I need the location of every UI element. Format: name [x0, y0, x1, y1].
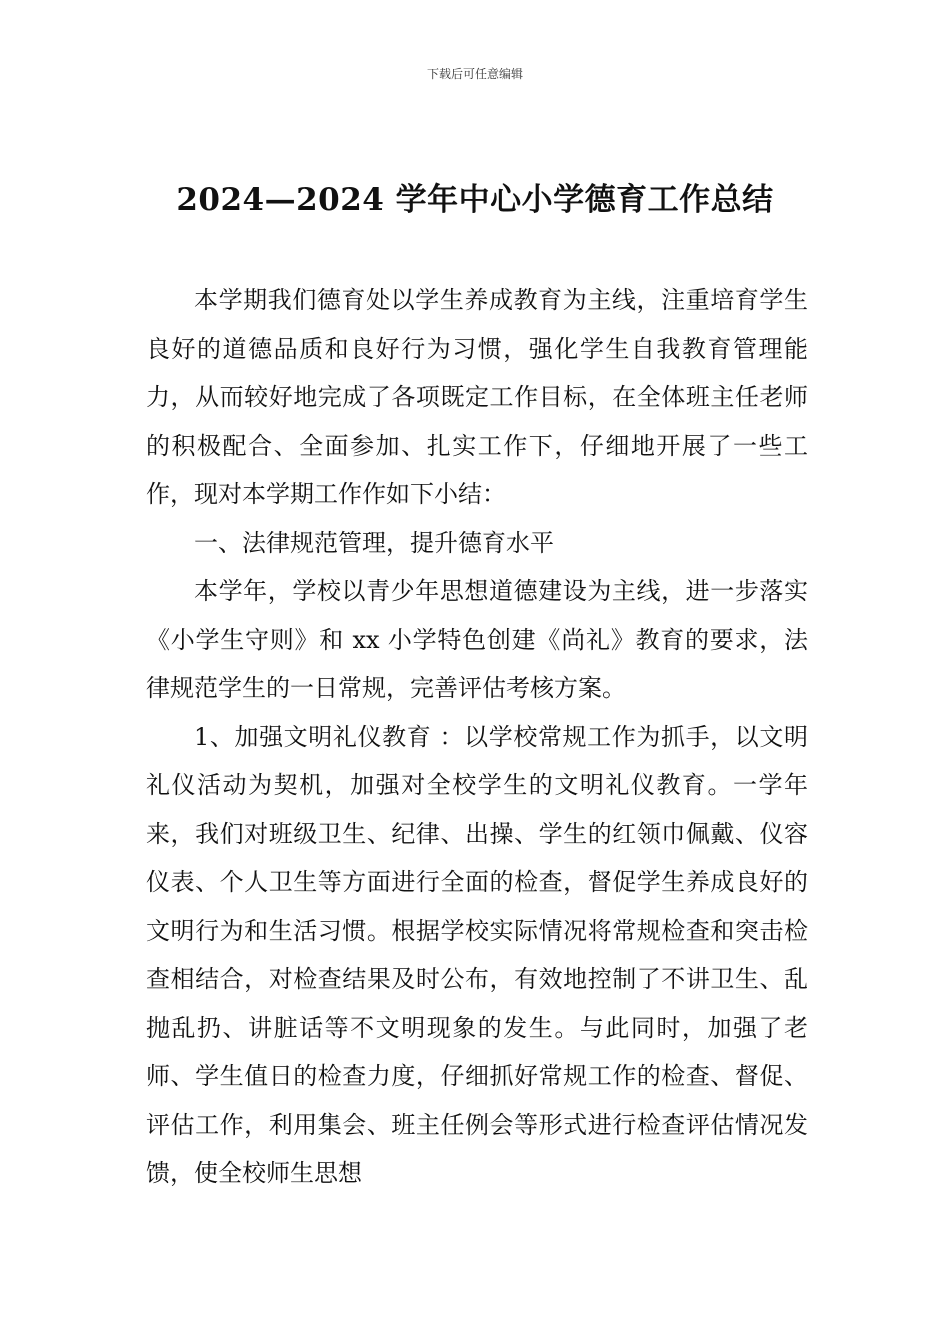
header-note: 下载后可任意编辑	[426, 67, 523, 81]
section-heading-1: 一、法律规范管理，提升德育水平	[194, 528, 554, 557]
document-body	[146, 276, 808, 1198]
document-title: 2024—2024 学年中心小学德育工作总结	[176, 182, 774, 218]
section-1-paragraph: 本学年，学校以青少年思想道德建设为主线，进一步落实《小学生守则》和 xx 小学特色创建《尚礼》教育的要求，法律规范学生的一日常规，完善评估考核方案。	[146, 577, 808, 702]
intro-paragraph: 本学期我们德育处以学生养成教育为主线，注重培育学生良好的道德品质和良好行为习惯，强化学生自我教育管理能力，从而较好地完成了各项既定工作目标，在全体班主任老师的积极配合、全面参加、扎实工作下，仔细地开展了一些工作，现对本学期工作作如下小结：	[146, 286, 808, 508]
item-1-paragraph: 1、加强文明礼仪教育 ：以学校常规工作为抓手，以文明礼仪活动为契机，加强对全校学生的文明礼仪教育。一学年来，我们对班级卫生、纪律、出操、学生的红领巾佩戴、仪容仪表、个人卫生等方面进行全面的检查，督促学生养成良好的文明行为和生活习惯。根据学校实际情况将常规检查和突击检查相结合，对检查结果及时公布，有效地控制了不讲卫生、乱抛乱扔、讲脏话等不文明现象的发生。与此同时，加强了老师、学生值日的检查力度，仔细抓好常规工作的检查、督促、评估工作，利用集会、班主任例会等形式进行检查评估情况发馈，使全校师生思想	[146, 722, 808, 1187]
